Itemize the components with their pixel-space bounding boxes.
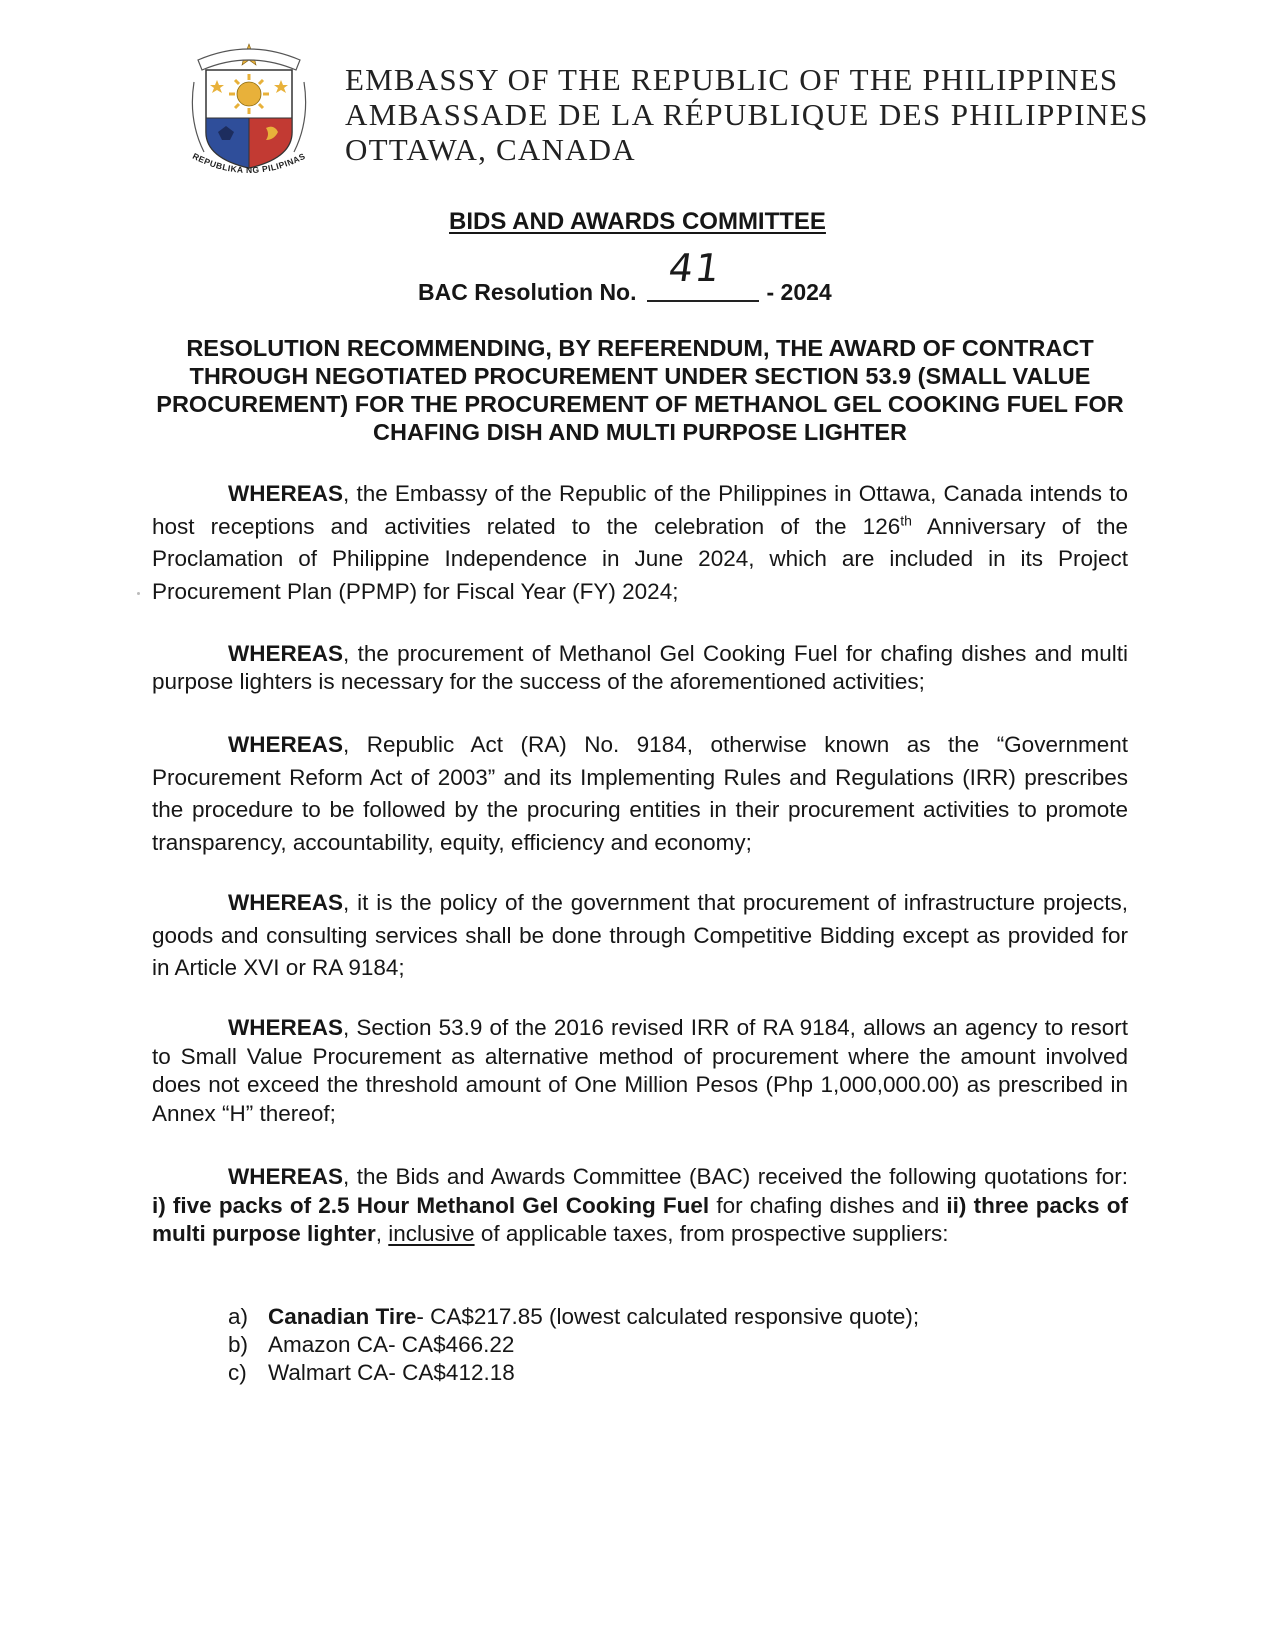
whereas-paragraph-4 (152, 887, 1128, 985)
paragraph-text: , Republic Act (RA) No. 9184, otherwise known as the “Government Procurement Reform Act of 2003” and its Implementing Rules and Regulations (IRR) prescribes the procedure to be followed by the procuring entities in their procurement activities to promote transparency, accountability, equity, efficiency and economy; (152, 732, 1128, 855)
paragraph-text: , it is the policy of the government that procurement of infrastructure projects, goods and consulting services shall be done through Competitive Bidding except as provided for in Article XVI or RA 9184; (152, 890, 1128, 980)
superscript: th (900, 512, 912, 528)
inclusive-underlined: inclusive (388, 1221, 475, 1246)
whereas-paragraph-2 (152, 640, 1128, 696)
list-item (228, 1303, 919, 1331)
paragraph-text: for chafing dishes and (709, 1192, 947, 1218)
paragraph-text: , the procurement of Methanol Gel Cooking Fuel for chafing dishes and multi purpose lighters is necessary for the success of the aforementioned activities; (152, 641, 1128, 694)
resolution-number-line (418, 246, 832, 306)
resolution-label: BAC Resolution No. (418, 279, 637, 305)
letterhead-city: OTTAWA, CANADA (345, 132, 636, 167)
quotation-list (228, 1303, 919, 1387)
supplier-name: Walmart CA (268, 1360, 389, 1385)
resolution-year: - 2024 (766, 279, 832, 305)
paragraph-text: of applicable taxes, from prospective suppliers: (474, 1221, 949, 1246)
quote-detail: - CA$466.22 (388, 1332, 515, 1357)
whereas-paragraph-6 (152, 1163, 1128, 1249)
letterhead-french: AMBASSADE DE LA RÉPUBLIQUE DES PHILIPPINES (345, 97, 1149, 132)
whereas-paragraph-5 (152, 1014, 1128, 1128)
committee-heading: BIDS AND AWARDS COMMITTEE (449, 208, 826, 235)
philippine-seal-icon (186, 40, 312, 190)
paragraph-text: , Section 53.9 of the 2016 revised IRR of RA 9184, allows an agency to resort to Small Value Procurement as alternative method of procurement where the amount involved does not exceed the threshold amount of One Million Pesos (Php 1,000,000.00) as prescribed in Annex “H” thereof; (152, 1015, 1128, 1126)
quote-detail: - CA$217.85 (lowest calculated responsive quote); (416, 1304, 920, 1329)
supplier-name: Canadian Tire (268, 1304, 417, 1329)
list-item (228, 1331, 919, 1359)
quote-detail: - CA$412.18 (388, 1360, 515, 1385)
list-marker: a) (228, 1304, 249, 1329)
whereas-keyword: WHEREAS (228, 1164, 344, 1189)
letterhead-english: EMBASSY OF THE REPUBLIC OF THE PHILIPPINES (345, 62, 1119, 97)
whereas-keyword: WHEREAS (228, 890, 344, 915)
whereas-keyword: WHEREAS (228, 481, 344, 506)
paragraph-text: , the Embassy of the Republic of the Philippines in Ottawa, Canada intends to host receptions and activities related to the celebration of the 126 (152, 481, 1128, 539)
resolution-number: 41 (665, 246, 724, 290)
paragraph-text: , (375, 1221, 389, 1246)
svg-text:REPUBLIKA NG PILIPINAS: REPUBLIKA NG PILIPINAS (190, 150, 308, 176)
whereas-keyword: WHEREAS (228, 1015, 344, 1040)
whereas-keyword: WHEREAS (228, 641, 344, 666)
list-marker: c) (228, 1360, 247, 1385)
paragraph-text: , the Bids and Awards Committee (BAC) received the following quotations for: (343, 1164, 1128, 1189)
item-two: ii) three packs of multi purpose lighter (152, 1192, 1128, 1246)
scan-mark (137, 592, 140, 595)
supplier-name: Amazon CA (268, 1332, 389, 1357)
list-marker: b) (228, 1332, 249, 1357)
paragraph-text: Anniversary of the Proclamation of Philippine Independence in June 2024, which are included in its Project Procurement Plan (PPMP) for Fiscal Year (FY) 2024; (152, 513, 1128, 604)
resolution-title: RESOLUTION RECOMMENDING, BY REFERENDUM, THE AWARD OF CONTRACT THROUGH NEGOTIATED PROCUREMENT UNDER SECTION 53.9 (SMALL VALUE PROCUREMENT) FOR THE PROCUREMENT OF METHANOL GEL COOKING FUEL FOR CHAFING DISH AND MULTI PURPOSE LIGHTER (156, 335, 1124, 445)
letterhead (345, 62, 1149, 167)
whereas-paragraph-3 (152, 729, 1128, 859)
resolution-number-blank (647, 246, 759, 302)
item-one: i) five packs of 2.5 Hour Methanol Gel Cooking Fuel (152, 1192, 710, 1218)
list-item (228, 1359, 919, 1387)
whereas-keyword: WHEREAS (228, 732, 344, 757)
whereas-paragraph-1 (152, 478, 1128, 608)
